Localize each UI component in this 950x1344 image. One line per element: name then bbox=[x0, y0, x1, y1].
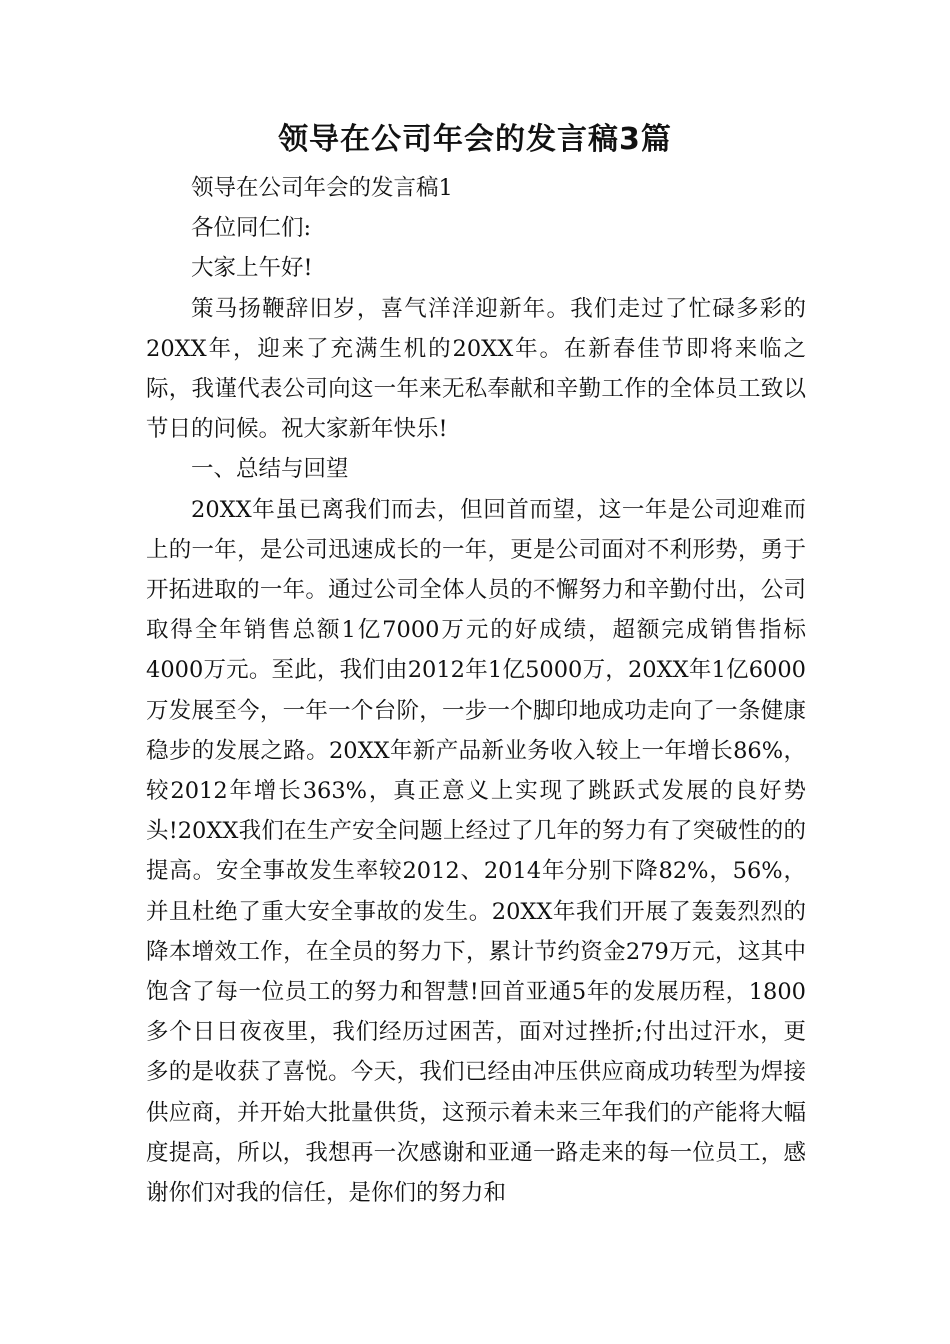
section-heading: 一、总结与回望 bbox=[191, 456, 349, 483]
document-body bbox=[146, 168, 806, 1213]
summary-paragraph: 20XX年虽已离我们而去，但回首而望，这一年是公司迎难而上的一年，是公司迅速成长的一年，更是公司面对不利形势，勇于开拓进取的一年。通过公司全体人员的不懈努力和辛勤付出，公司取得全年销售总额1亿7000万元的好成绩，超额完成销售指标4000万元。至此，我们由2012年1亿5000万，20XX年1亿6000万发展至今，一年一个台阶，一步一个脚印地成功走向了一条健康稳步的发展之路。20XX年新产品新业务收入较上一年增长86%，较2012年增长363%，真正意义上实现了跳跃式发展的良好势头!20XX我们在生产安全问题上经过了几年的努力有了突破性的的提高。安全事故发生率较2012、2014年分别下降82%，56%，并且杜绝了重大安全事故的发生。20XX年我们开展了轰轰烈烈的降本增效工作，在全员的努力下，累计节约资金279万元，这其中饱含了每一位员工的努力和智慧!回首亚通5年的发展历程，1800多个日日夜夜里，我们经历过困苦，面对过挫折;付出过汗水，更多的是收获了喜悦。今天，我们已经由冲压供应商成功转型为焊接供应商，并开始大批量供货，这预示着未来三年我们的产能将大幅度提高，所以，我想再一次感谢和亚通一路走来的每一位员工，感谢你们对我的信任，是你们的努力和 bbox=[146, 496, 806, 1207]
greeting-paragraph: 大家上午好! bbox=[191, 255, 313, 282]
document-title: 领导在公司年会的发言稿3篇 bbox=[278, 122, 672, 157]
subtitle-paragraph: 领导在公司年会的发言稿1 bbox=[191, 175, 453, 201]
salutation-paragraph: 各位同仁们: bbox=[191, 215, 312, 242]
intro-paragraph: 策马扬鞭辞旧岁，喜气洋洋迎新年。我们走过了忙碌多彩的20XX年，迎来了充满生机的20XX年。在新春佳节即将来临之际，我谨代表公司向这一年来无私奉献和辛勤工作的全体员工致以节日的问候。祝大家新年快乐! bbox=[146, 295, 806, 443]
